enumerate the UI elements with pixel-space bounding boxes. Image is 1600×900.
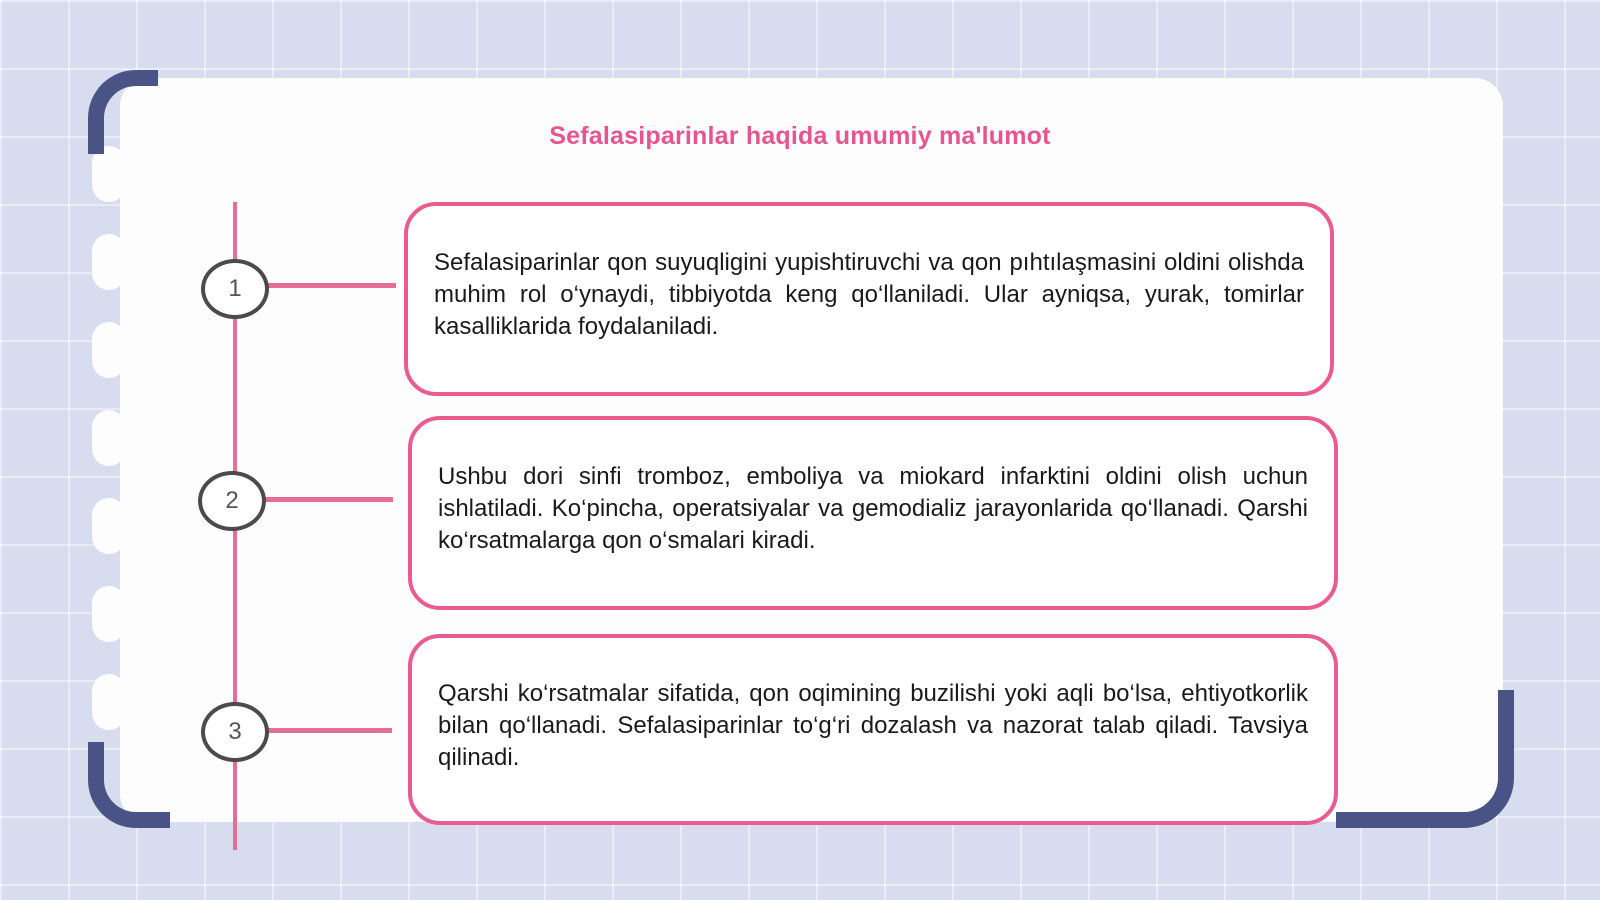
card-scallop xyxy=(92,322,126,378)
step-number-circle xyxy=(201,259,269,319)
step-number: 1 xyxy=(228,275,242,302)
step-number-circle xyxy=(201,702,269,762)
info-text: Qarshi ko‘rsatmalar sifatida, qon oqimining buzilishi yoki aqli bo‘lsa, ehtiyotkorlik bilan qo‘llanadi. Sefalasiparinlar to‘g‘ri dozalash va nazorat talab qiladi. Tavsiya qilinadi. xyxy=(438,679,1308,771)
step-number-circle xyxy=(198,471,266,531)
info-box xyxy=(408,416,1338,610)
card-scallop xyxy=(92,410,126,466)
info-box xyxy=(408,634,1338,825)
card-scallop xyxy=(92,234,126,290)
info-box xyxy=(404,202,1334,396)
card-scallop xyxy=(92,146,126,202)
corner-bracket-bottom-left xyxy=(88,742,170,828)
timeline-connector xyxy=(263,497,393,502)
slide-title: Sefalasiparinlar haqida umumiy ma'lumot xyxy=(549,122,1051,150)
card-scallop xyxy=(92,498,126,554)
timeline-connector xyxy=(266,728,392,733)
info-text: Ushbu dori sinfi tromboz, emboliya va miokard infarktini oldini olish uchun ishlatiladi. Ko‘pincha, operatsiyalar va gemodializ jarayonlarida qo‘llanadi. Qarshi ko‘rsatmalarga qon o‘smalari kiradi. xyxy=(438,463,1308,554)
card-scallop xyxy=(92,586,126,642)
card-scallop xyxy=(92,674,126,730)
step-number: 2 xyxy=(225,487,239,514)
step-number: 3 xyxy=(228,718,242,745)
timeline-connector xyxy=(266,283,396,288)
corner-bracket-bottom-right xyxy=(1336,690,1514,828)
info-text: Sefalasiparinlar qon suyuqligini yupishtiruvchi va qon pıhtılaşmasini oldini olishda muhim rol o‘ynaydi, tibbiyotda keng qo‘llaniladi. Ular ayniqsa, yurak, tomirlar kasalliklarida foydalaniladi. xyxy=(434,249,1304,340)
